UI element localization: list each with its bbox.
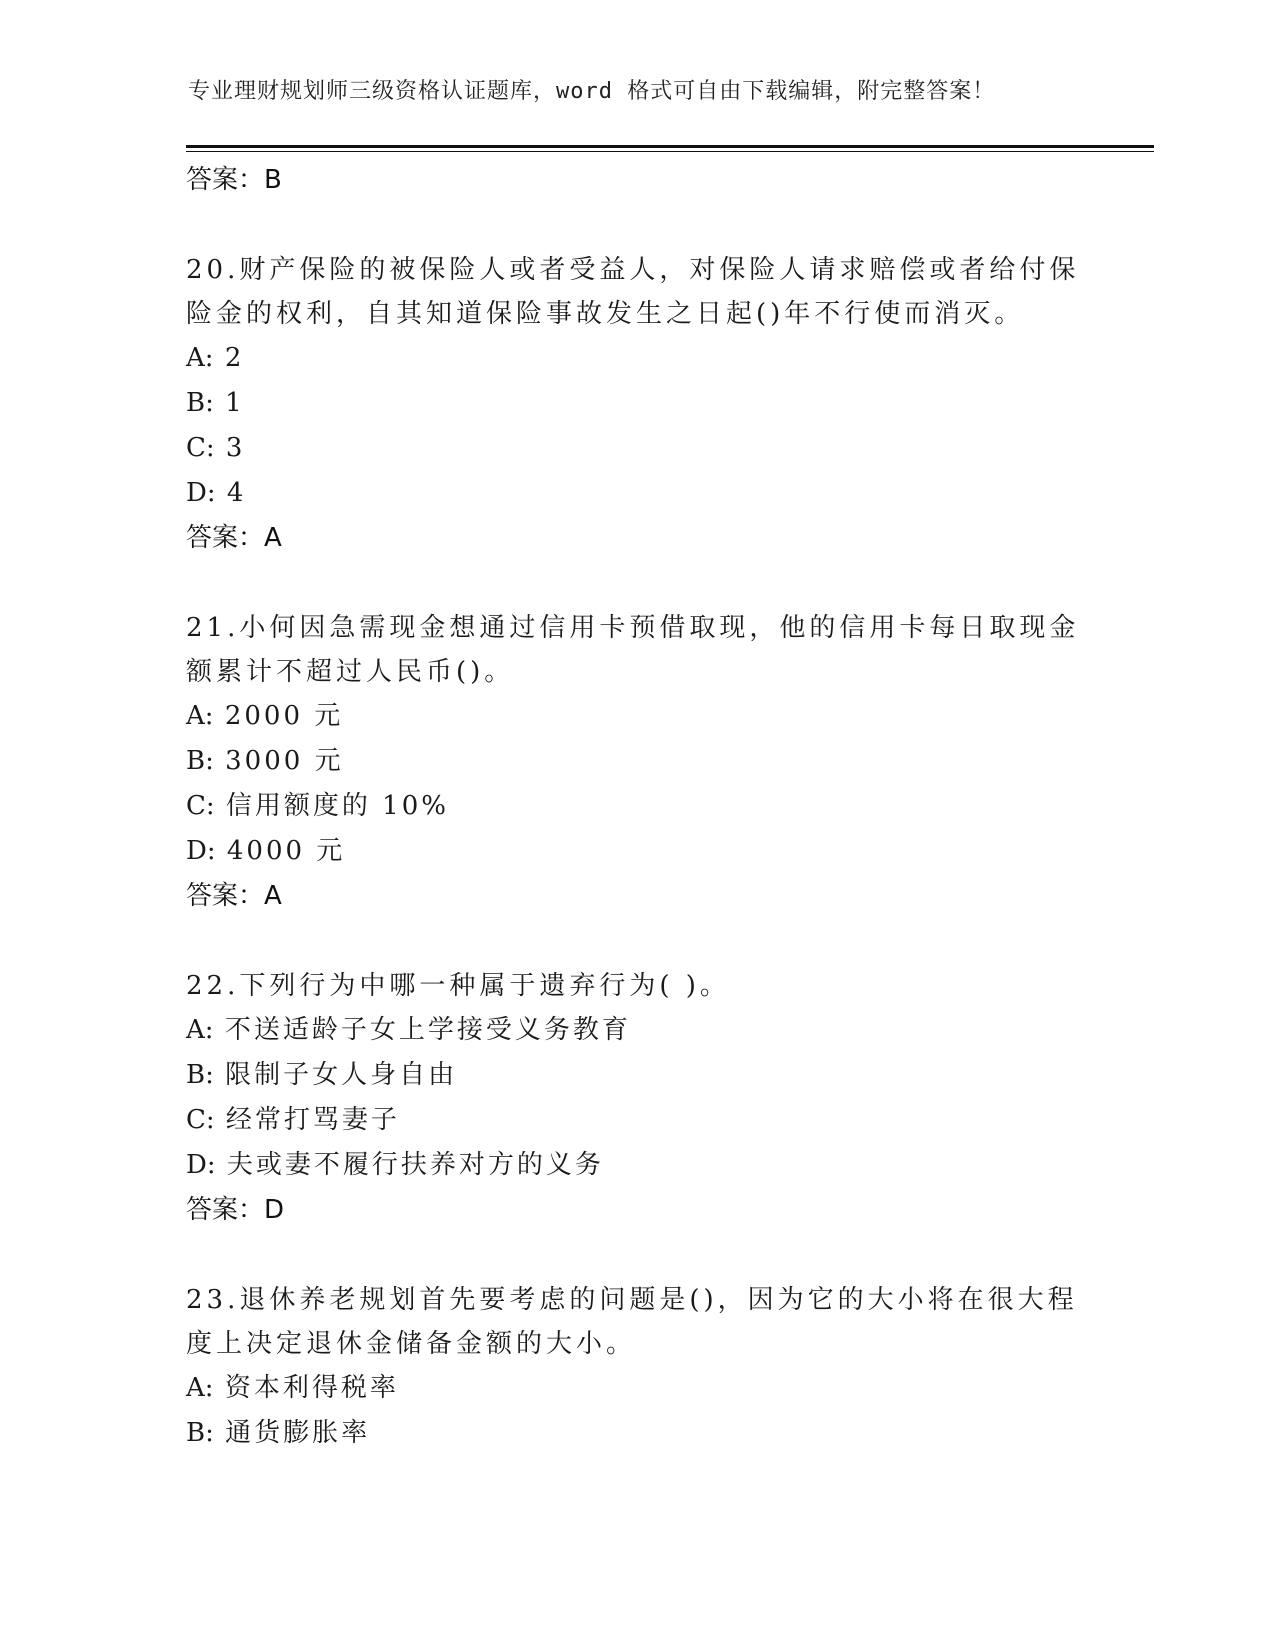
option-key: A: bbox=[186, 701, 214, 731]
option-c bbox=[186, 426, 1086, 471]
option-key: D: bbox=[186, 478, 216, 508]
option-text: 2000 元 bbox=[224, 701, 344, 731]
option-key: B: bbox=[186, 746, 214, 776]
option-text: 限制子女人身自由 bbox=[225, 1060, 458, 1090]
option-text: 2 bbox=[224, 343, 245, 373]
option-text: 4000 元 bbox=[226, 836, 346, 866]
option-text: 4 bbox=[226, 478, 247, 508]
question-21: 21.小何因急需现金想通过信用卡预借取现，他的信用卡每日取现金额累计不超过人民币()。 bbox=[186, 613, 1080, 687]
option-b bbox=[186, 1411, 1086, 1456]
option-d bbox=[186, 471, 1086, 516]
question-22: 22.下列行为中哪一种属于遗弃行为( )。 bbox=[186, 971, 730, 1001]
option-text: 资本利得税率 bbox=[224, 1373, 399, 1403]
page-header: 专业理财规划师三级资格认证题库，word 格式可自由下载编辑，附完整答案！ bbox=[188, 79, 996, 104]
answer-20: 答案：A bbox=[186, 523, 282, 553]
option-key: B: bbox=[186, 388, 214, 418]
option-text: 夫或妻不履行扶养对方的义务 bbox=[226, 1150, 604, 1180]
option-key: A: bbox=[186, 1015, 214, 1045]
answer-22: 答案：D bbox=[186, 1195, 285, 1225]
option-text: 1 bbox=[225, 388, 245, 418]
option-b bbox=[186, 739, 1086, 784]
option-text: 3000 元 bbox=[225, 746, 344, 776]
option-b bbox=[186, 1053, 1086, 1098]
previous-answer: 答案：B bbox=[186, 165, 282, 195]
question-23: 23.退休养老规划首先要考虑的问题是()，因为它的大小将在很大程度上决定退休金储备金额的大小。 bbox=[186, 1285, 1078, 1359]
header-rule-thick bbox=[186, 145, 1154, 148]
option-d bbox=[186, 829, 1086, 874]
header-rule-thin bbox=[186, 151, 1154, 152]
option-key: C: bbox=[186, 1105, 215, 1135]
option-key: D: bbox=[186, 1150, 216, 1180]
option-a bbox=[186, 336, 1086, 381]
option-key: D: bbox=[186, 836, 216, 866]
option-a bbox=[186, 694, 1086, 739]
option-c bbox=[186, 1098, 1086, 1143]
question-20: 20.财产保险的被保险人或者受益人，对保险人请求赔偿或者给付保险金的权利，自其知道保险事故发生之日起()年不行使而消灭。 bbox=[186, 255, 1080, 329]
option-key: C: bbox=[186, 433, 215, 463]
option-text: 不送适龄子女上学接受义务教育 bbox=[224, 1015, 631, 1045]
answer-21: 答案：A bbox=[186, 881, 282, 911]
option-key: B: bbox=[186, 1060, 214, 1090]
option-key: B: bbox=[186, 1418, 214, 1448]
option-text: 通货膨胀率 bbox=[225, 1418, 371, 1448]
option-text: 3 bbox=[225, 433, 246, 463]
option-a bbox=[186, 1366, 1086, 1411]
option-a bbox=[186, 1008, 1086, 1053]
option-key: A: bbox=[186, 1373, 214, 1403]
option-c bbox=[186, 784, 1086, 829]
option-text: 信用额度的 10% bbox=[225, 791, 449, 821]
option-text: 经常打骂妻子 bbox=[225, 1105, 400, 1135]
option-key: A: bbox=[186, 343, 214, 373]
option-key: C: bbox=[186, 791, 215, 821]
option-b bbox=[186, 381, 1086, 426]
option-d bbox=[186, 1143, 1086, 1188]
question-list bbox=[186, 158, 1086, 1456]
